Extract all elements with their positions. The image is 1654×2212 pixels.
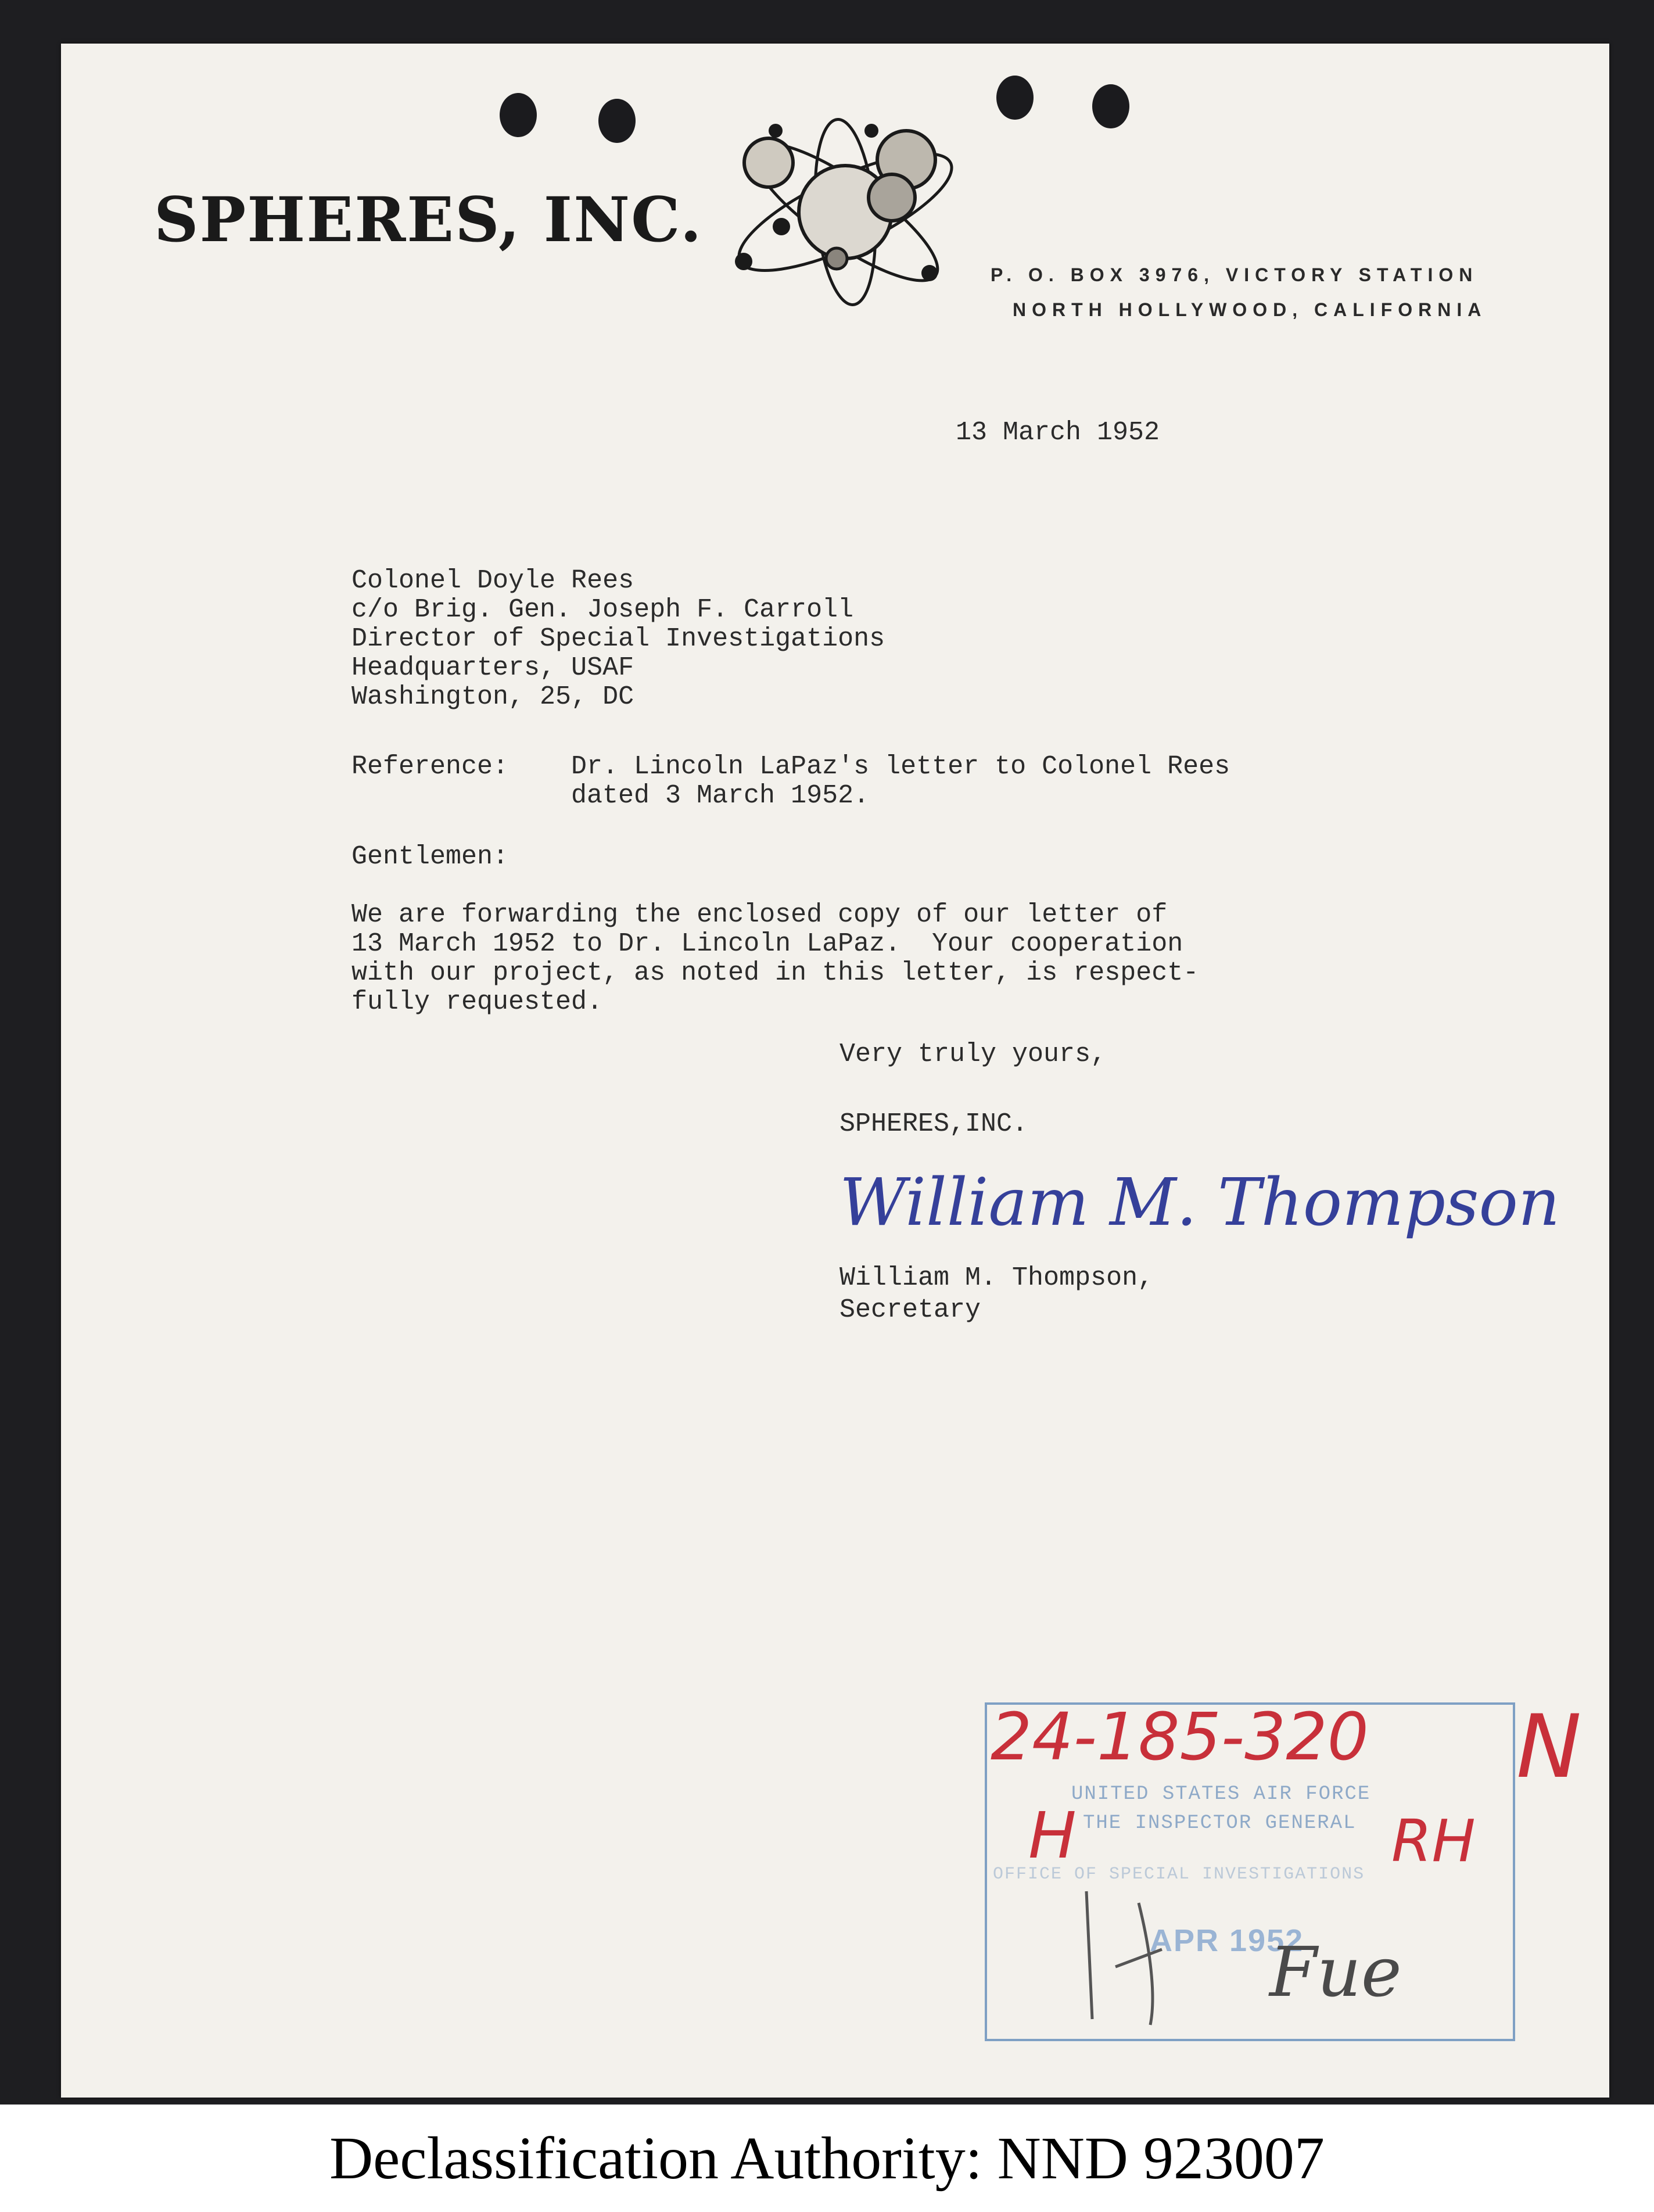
reference-line: dated 3 March 1952.	[571, 781, 870, 811]
red-mark-right: N	[1516, 1697, 1582, 1798]
body-line: fully requested.	[351, 987, 603, 1017]
letter-date: 13 March 1952	[956, 418, 1160, 447]
recipient-line: Headquarters, USAF	[351, 653, 634, 683]
punch-hole	[1092, 84, 1129, 128]
stamp-line-2: THE INSPECTOR GENERAL	[1083, 1812, 1357, 1834]
punch-hole	[598, 99, 636, 143]
address-line-1: P. O. BOX 3976, VICTORY STATION	[991, 264, 1479, 285]
atom-spheres-logo-icon	[723, 113, 967, 322]
body-line: We are forwarding the enclosed copy of our letter of	[351, 900, 1168, 930]
body-line: 13 March 1952 to Dr. Lincoln LaPaz. Your cooperation	[351, 929, 1183, 959]
signer-title: Secretary	[839, 1295, 981, 1325]
company-name: SPHERES, INC.	[154, 183, 703, 256]
footer-bar	[0, 2105, 1654, 2212]
file-number: 24-185-320	[991, 1700, 1369, 1775]
handwritten-signature: William M. Thompson	[839, 1165, 1560, 1241]
declassification-authority: Declassification Authority: NND 923007	[329, 2125, 1325, 2192]
pencil-stroke	[1069, 1880, 1185, 2031]
recipient-line: Colonel Doyle Rees	[351, 566, 634, 596]
recipient-line: Director of Special Investigations	[351, 624, 885, 654]
recipient-block	[351, 567, 885, 712]
closing-company: SPHERES,INC.	[839, 1109, 1028, 1139]
stamp-line-1: UNITED STATES AIR FORCE	[1071, 1783, 1371, 1805]
address-line-2: NORTH HOLLYWOOD, CALIFORNIA	[1013, 299, 1487, 320]
punch-hole	[996, 76, 1034, 120]
punch-hole	[500, 93, 537, 137]
closing: Very truly yours,	[839, 1039, 1107, 1069]
stamp-line-3: OFFICE OF SPECIAL INVESTIGATIONS	[993, 1865, 1365, 1884]
letter-body	[351, 901, 1199, 1017]
reference-line: Dr. Lincoln LaPaz's letter to Colonel Rees	[571, 752, 1230, 781]
pencil-mark: Fue	[1269, 1932, 1402, 2012]
red-initial-left: H	[1028, 1798, 1077, 1873]
signer-name: William M. Thompson,	[839, 1263, 1154, 1293]
reference-label: Reference:	[351, 752, 509, 781]
reference-text	[571, 752, 1230, 811]
recipient-line: c/o Brig. Gen. Joseph F. Carroll	[351, 595, 854, 625]
letter-page	[61, 44, 1609, 2098]
recipient-line: Washington, 25, DC	[351, 682, 634, 712]
stamp-date: APR 1952	[1150, 1923, 1304, 1958]
red-initial-right: RH	[1391, 1807, 1476, 1875]
body-line: with our project, as noted in this letter, is respect-	[351, 958, 1199, 988]
salutation: Gentlemen:	[351, 842, 509, 872]
